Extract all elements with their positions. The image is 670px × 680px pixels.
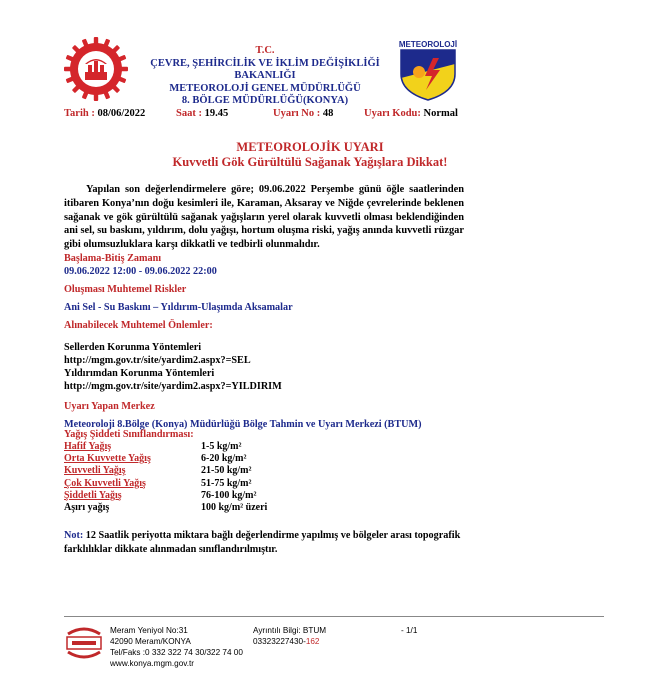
footer-address-line2: 42090 Meram/KONYA — [110, 637, 191, 646]
scale-class: Kuvvetli Yağış — [64, 465, 126, 477]
time-label: Saat : — [176, 108, 202, 119]
note — [64, 529, 464, 557]
scale-range: 21-50 kg/m² — [201, 465, 252, 477]
scale-range: 51-75 kg/m² — [201, 477, 252, 489]
footer-info-label: Ayrıntılı Bilgi: BTUM — [253, 626, 327, 635]
date-label: Tarih : — [64, 108, 95, 119]
page-number: - 1/1 — [401, 626, 418, 635]
meteorology-logo-text: METEOROLOJİ — [398, 40, 458, 49]
period-value: 09.06.2022 12:00 - 09.06.2022 22:00 — [64, 266, 217, 277]
precaution-line: Sellerden Korunma Yöntemleri — [64, 342, 202, 353]
footer-divider — [64, 616, 604, 617]
footer-phone: Tel/Faks :0 332 322 74 30/322 74 00 — [110, 648, 243, 657]
precaution-link[interactable]: http://mgm.gov.tr/site/yardim2.aspx?=YILDIRIM — [64, 381, 282, 392]
warning-title-sub: Kuvvetli Gök Gürültülü Sağanak Yağışlara Dikkat! — [172, 155, 448, 169]
ministry-logo — [63, 36, 129, 102]
time-field — [176, 108, 228, 119]
region-name: 8. BÖLGE MÜDÜRLÜĞÜ(KONYA) — [181, 95, 349, 106]
warning-code-label: Uyarı Kodu: — [364, 108, 421, 119]
scale-range: 6-20 kg/m² — [201, 453, 247, 465]
note-text: 12 Saatlik periyotta miktara bağlı değerlendirme yapılmış ve bölgeler arası topografik farklılıklar dikkate alınmadan sınıflandırılmıştır. — [64, 530, 461, 555]
ministry-name: ÇEVRE, ŞEHİRCİLİK VE İKLİM DEĞİŞİKLİĞİ BAKANLIĞI — [150, 57, 380, 81]
scale-class: Şiddetli Yağış — [64, 489, 122, 501]
scale-class: Orta Kuvvette Yağış — [64, 453, 151, 465]
scale-class: Aşırı yağış — [64, 502, 110, 514]
period-label: Başlama-Bitiş Zamanı — [64, 253, 162, 264]
tc-label: T.C. — [255, 45, 275, 56]
footer-website[interactable]: www.konya.mgm.gov.tr — [110, 659, 195, 668]
table-row — [64, 441, 267, 453]
footer-info-phone — [253, 637, 320, 648]
table-row — [64, 465, 267, 477]
table-row — [64, 502, 267, 514]
precaution-line: Yıldırımdan Korunma Yöntemleri — [64, 368, 215, 379]
table-row — [64, 490, 267, 502]
directorate-name: METEOROLOJİ GENEL MÜDÜRLÜĞÜ — [169, 82, 361, 94]
footer-certification-logo — [64, 624, 104, 662]
precaution-link[interactable]: http://mgm.gov.tr/site/yardim2.aspx?=SEL — [64, 355, 251, 366]
issuer-label: Uyarı Yapan Merkez — [64, 401, 155, 412]
warning-title-main: METEOROLOJİK UYARI — [236, 140, 384, 154]
warning-code-value: Normal — [423, 108, 458, 119]
scale-label: Yağış Şiddeti Sınıflandırması: — [64, 429, 194, 440]
warning-no-field — [273, 108, 333, 119]
scale-class: Çok Kuvvetli Yağış — [64, 477, 146, 489]
warning-code-field — [364, 108, 458, 119]
organization-header — [130, 45, 400, 108]
table-row — [64, 478, 267, 490]
warning-title — [100, 140, 520, 170]
warning-no-label: Uyarı No : — [273, 108, 321, 119]
footer-info-extension: 162 — [305, 637, 320, 646]
date-field — [64, 108, 145, 119]
precipitation-scale-table — [64, 441, 267, 514]
footer-info-phone-number: 03323227430- — [253, 637, 306, 646]
precautions-label: Alınabilecek Muhtemel Önlemler: — [64, 320, 213, 331]
risks-label: Oluşması Muhtemel Riskler — [64, 284, 187, 295]
issuer-value: Meteoroloji 8.Bölge (Konya) Müdürlüğü Bölge Tahmin ve Uyarı Merkezi (BTUM) — [64, 419, 422, 430]
time-value: 19.45 — [204, 108, 229, 119]
risks-value: Ani Sel - Su Baskını – Yıldırım-Ulaşımda Aksamalar — [64, 302, 293, 313]
date-value: 08/06/2022 — [97, 108, 146, 119]
scale-class: Hafif Yağış — [64, 441, 112, 452]
scale-range: 100 kg/m² üzeri — [201, 502, 268, 514]
table-row — [64, 453, 267, 465]
scale-range: 76-100 kg/m² — [201, 489, 257, 501]
warning-body: Yapılan son değerlendirmelere göre; 09.06.2022 Perşembe günü öğle saatlerinden itibaren Konya’nın doğu kesimleri ile, Karaman, Aksaray ve Niğde çevrelerinde beklenen sağanak ve gök gürültülü sağanak yağışların yerel olarak kuvvetli olması beklendiğinden ani sel, su baskını, yıldırım, dolu yağışı, hortum oluşma riski, yağış anında kuvvetli rüzgar gibi olumsuzluklara karşı dikkatli ve tedbirli olunmalıdır. — [64, 184, 464, 251]
footer-address-line1: Meram Yeniyol No:31 — [110, 626, 188, 635]
warning-no-value: 48 — [322, 108, 334, 119]
scale-range: 1-5 kg/m² — [201, 441, 242, 452]
note-label: Not: — [64, 530, 84, 541]
meteorology-logo — [393, 38, 463, 102]
